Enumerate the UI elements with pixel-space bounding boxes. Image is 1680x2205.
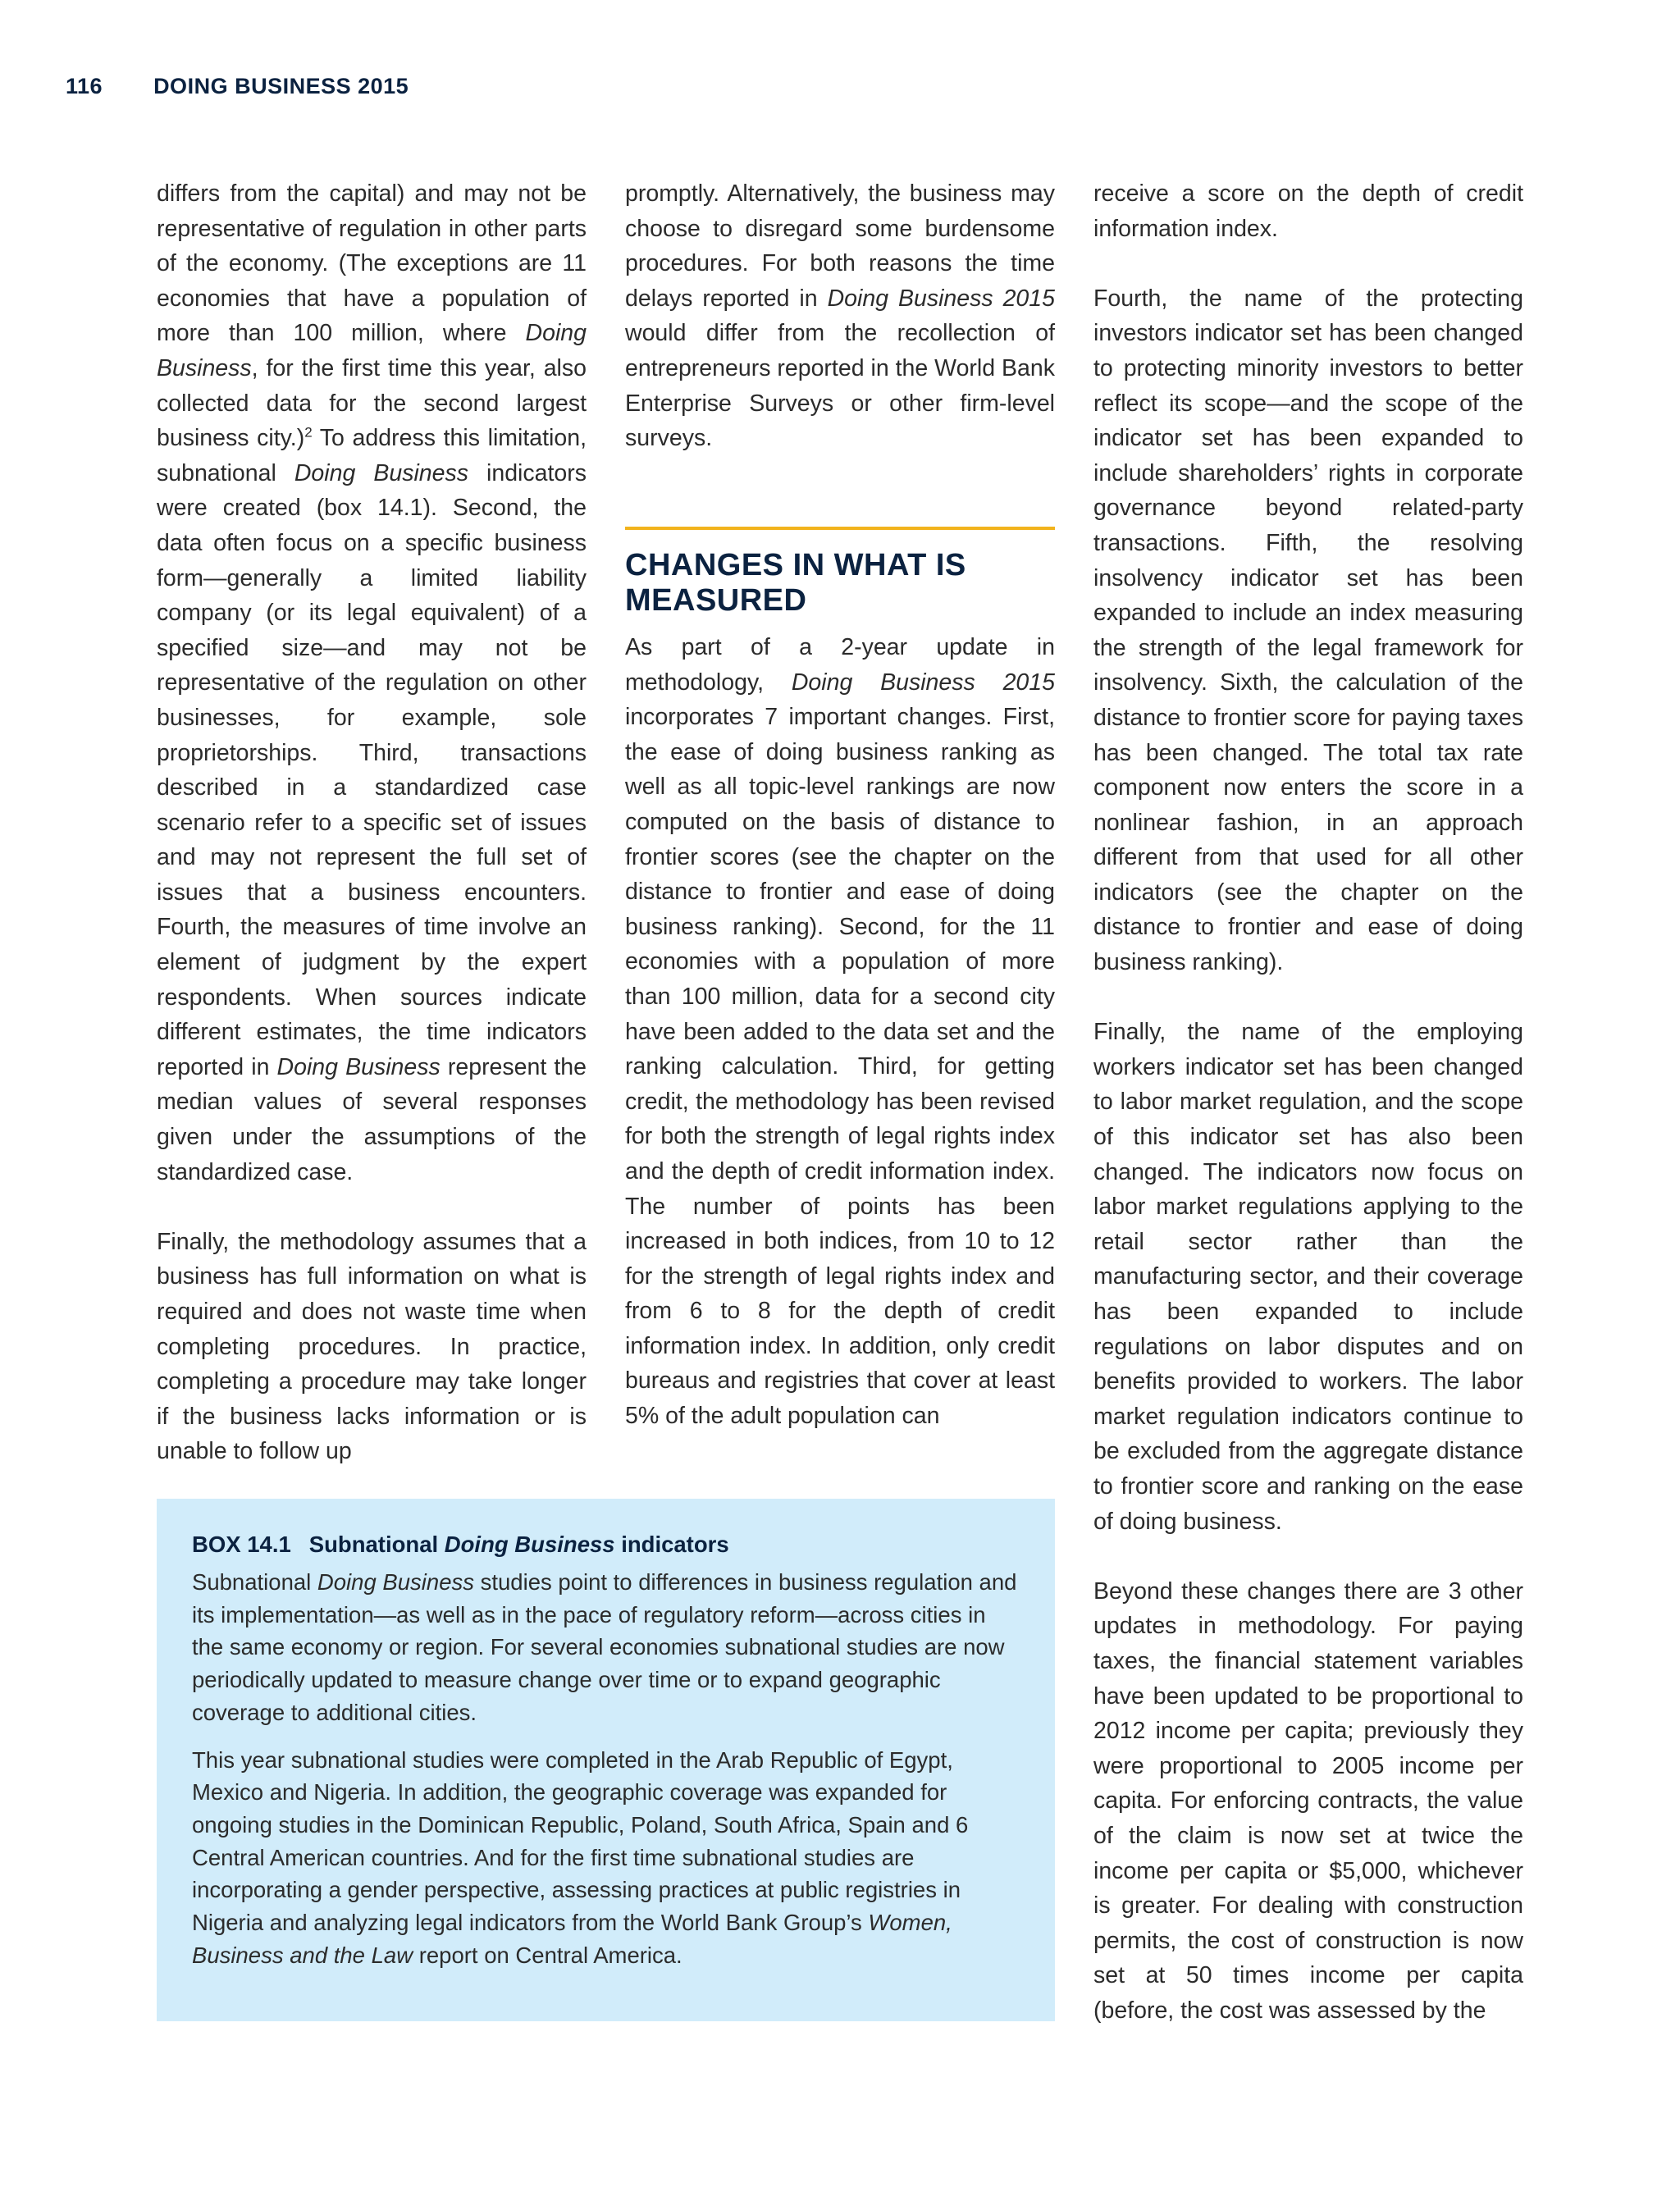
section-rule [625,527,1055,530]
column1-paragraph-2: Finally, the methodology assumes that a business has full information on what is required and does not waste time when completing procedures. In practice, completing a procedure may take longer if the business lacks information or is unable to follow up [157,1228,587,1465]
text-column-1 [157,176,587,1469]
box-heading: Subnational Doing Business indicators [308,1532,729,1557]
column3-paragraph-4: Beyond these changes there are 3 other updates in methodology. For paying taxes, the financial statement variables have been updated to be proportional to 2012 income per capita; previously they were proportional to 2005 income per capita. For enforcing contracts, the value of the claim is now set at twice the income per capita or $5,000, whichever is greater. For dealing with construction permits, the cost of construction is now set at 50 times income per capita (before, the cost was assessed by the [1093,1577,1523,2024]
column2-paragraph-2: As part of a 2-year update in methodology, Doing Business 2015 incorporates 7 important changes. First, the ease of doing business ranking as well as all topic-level rankings are now computed on the basis of distance to frontier scores (see the chapter on the distance to frontier and ease of doing business ranking). Second, for the 11 economies with a population of more than 100 million, data for a second city have been added to the data set and the ranking calculation. Third, for getting credit, the methodology has been revised for both the strength of legal rights index and the depth of credit information index. The number of points has been increased in both indices, from 10 to 12 for the strength of legal rights index and from 6 to 8 for the depth of credit information index. In addition, only credit bureaus and registries that cover at least 5% of the adult population can [625,634,1055,1430]
column3-paragraph-3: Finally, the name of the employing workers indicator set has been changed to labor market regulation, and the scope of this indicator set has also been changed. The indicators now focus on labor market regulations applying to the retail sector rather than the manufacturing sector, and their coverage has been expanded to include regulations on labor disputes and on benefits provided to workers. The labor market regulation indicators continue to be excluded from the aggregate distance to frontier score and ranking on the ease of doing business. [1093,1019,1523,1535]
running-title: DOING BUSINESS 2015 [153,74,409,98]
page-number: 116 [66,74,103,98]
box-title [192,1532,1020,1558]
box-paragraph-2: This year subnational studies were completed in the Arab Republic of Egypt, Mexico and Nigeria. In addition, the geographic coverage was expanded for ongoing studies in the Dominican Republic, Poland, South Africa, Spain and 6 Central American countries. And for the first time subnational studies are incorporating a gender perspective, assessing practices at public registries in Nigeria and analyzing legal indicators from the World Bank Group’s Women, Business and the Law report on Central America. [192,1746,969,1968]
footnote-ref: 2 [304,424,313,441]
column3-paragraph-1: receive a score on the depth of credit information index. [1093,180,1523,242]
column1-paragraph-1: differs from the capital) and may not be representative of regulation in other parts of the economy. (The exceptions are 11 economies that have a population of more than 100 million, where Doing Business, for the first time this year, also collected data for the second largest business city.)$^2$ To address this limitation, subnational Doing Business indicators were created (box 14.1). Second, the data often focus on a specific business form—generally a limited liability company (or its legal equivalent) of a specified size—and may not be representative of the regulation on other businesses, for example, sole proprietorships. Third, transactions described in a standardized case scenario refer to a specific set of issues and may not represent the full set of issues that a business encounters. Fourth, the measures of time involve an element of judgment by the expert respondents. When sources indicate different estimates, the time indicators reported in Doing Business represent the median values of several responses given under the assumptions of the standardized case. [157,180,587,1185]
column3-paragraph-2: Fourth, the name of the protecting investors indicator set has been changed to protecting minority investors to better reflect its scope—and the scope of the indicator set has been expanded to include shareholders’ rights in corporate governance beyond related-party transactions. Fifth, the resolving insolvency indicator set has been expanded to include an index measuring the strength of the legal framework for insolvency. Sixth, the calculation of the distance to frontier score for paying taxes has been changed. The total tax rate component now enters the score in a nonlinear fashion, in an approach different from that used for all other indicators (see the chapter on the distance to frontier and ease of doing business ranking). [1093,285,1523,976]
text-column-2-continued [625,630,1055,1434]
text-column-2 [625,176,1055,456]
section-heading: CHANGES IN WHAT IS MEASURED [625,548,966,618]
box-14-1 [157,1499,1055,2021]
column2-paragraph-1: promptly. Alternatively, the business may choose to disregard some burdensome procedures. For both reasons the time delays reported in Doing Business 2015 would differ from the recollection of entrepreneurs reported in the World Bank Enterprise Surveys or other firm-level surveys. [625,180,1055,452]
box-paragraph-1: Subnational Doing Business studies point to differences in business regulation and its implementation—as well as in the pace of regulatory reform—across cities in the same economy or region. For several economies subnational studies are now periodically updated to measure change over time or to expand geographic coverage to additional cities. [192,1569,1017,1725]
text-column-3 [1093,176,1523,2028]
page-header [66,74,409,99]
box-label: BOX 14.1 [192,1532,291,1557]
